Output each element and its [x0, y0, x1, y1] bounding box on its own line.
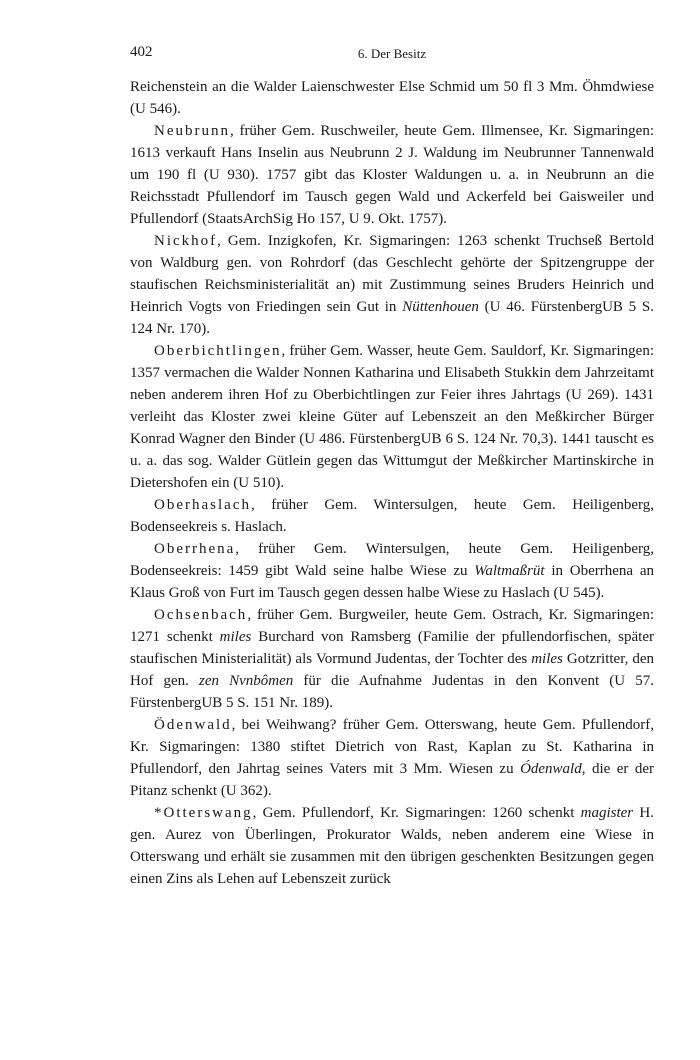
- entry-heading: Ochsenbach: [154, 607, 248, 623]
- entry-oberhaslach: Oberhaslach, früher Gem. Wintersulgen, heute Gem. Heiligenberg, Bodenseekreis s. Haslach.: [130, 497, 654, 535]
- body-text: [130, 76, 654, 890]
- paragraph-continuation: Reichenstein an die Walder Laienschwester Else Schmid um 50 fl 3 Mm. Öhmdwiese (U 546).: [130, 79, 654, 117]
- entry-oberbichtlingen: Oberbichtlingen, früher Gem. Wasser, heute Gem. Sauldorf, Kr. Sigmaringen: 1357 vermachen die Walder Nonnen Katharina und Elisabeth Stukkin dem Jahrzeitamt neben anderem ihren Hof zu Oberbichtlingen zur Feier ihres Jahrtags (U 269). 1431 verleiht das Kloster zwei kleine Güter auf Lebenszeit an den Meßkircher Bürger Konrad Wagner den Binder (U 486. FürstenbergUB 6 S. 124 Nr. 70,3). 1441 tauscht es u. a. das sog. Walder Gütlein gegen das Wittumgut der Meßkircher Martinskirche in Dietershofen ein (U 510).: [130, 343, 654, 491]
- entry-neubrunn: Neubrunn, früher Gem. Ruschweiler, heute Gem. Illmensee, Kr. Sigmaringen: 1613 verkauft Hans Inselin aus Neubrunn 2 J. Waldung im Neubrunner Tannenwald um 190 fl (U 930). 1757 gibt das Kloster Waldungen u. a. in Neubrunn an die Reichsstadt Pfullendorf im Tausch gegen Wald und Ackerfeld bei Gaisweiler und Pfullendorf (StaatsArchSig Ho 157, U 9. Okt. 1757).: [130, 123, 654, 227]
- entry-ochsenbach: Ochsenbach, früher Gem. Burgweiler, heute Gem. Ostrach, Kr. Sigmaringen: 1271 schenkt miles Burchard von Ramsberg (Familie der pfullendorfischen, später staufischen Ministerialität) als Vormund Judentas, der Tochter des miles Gotzritter, den Hof gen. zen Nvnbômen für die Aufnahme Judentas in den Konvent (U 57. FürstenbergUB 5 S. 151 Nr. 189).: [130, 607, 654, 711]
- running-head: 6. Der Besitz: [357, 46, 427, 61]
- entry-heading: *Otterswang: [154, 805, 253, 821]
- entry-oberrhena: Oberrhena, früher Gem. Wintersulgen, heute Gem. Heiligenberg, Bodenseekreis: 1459 gibt Wald seine halbe Wiese zu Waltmaßrüt in Oberrhena an Klaus Groß von Furt im Tausch gegen dessen halbe Wiese zu Haslach (U 545).: [130, 541, 654, 601]
- entry-heading: Oberhaslach: [154, 497, 251, 513]
- entry-heading: Oberbichtlingen: [154, 343, 282, 359]
- entry-oedenwald: Ödenwald, bei Weihwang? früher Gem. Otterswang, heute Gem. Pfullendorf, Kr. Sigmaringen: 1380 stiftet Dietrich von Rast, Kaplan zu St. Katharina in Pfullendorf, den Jahrtag seines Vaters mit 3 Mm. Wiesen zu Ódenwald, die er der Pitanz schenkt (U 362).: [130, 717, 654, 799]
- entry-heading: Ödenwald: [154, 717, 232, 733]
- entry-heading: Nickhof: [154, 233, 218, 249]
- page-header: [130, 44, 654, 64]
- entry-otterswang: *Otterswang, Gem. Pfullendorf, Kr. Sigmaringen: 1260 schenkt magister H. gen. Aurez von Überlingen, Prokurator Walds, neben anderem eine Wiese in Otterswang und erhält sie zusammen mit den übrigen geschenkten Besitzungen gegen einen Zins als Lehen auf Lebenszeit zurück: [130, 805, 654, 887]
- entry-nickhof: Nickhof, Gem. Inzigkofen, Kr. Sigmaringen: 1263 schenkt Truchseß Bertold von Waldburg gen. von Rohrdorf (das Geschlecht gehörte der Spitzengruppe der staufischen Reichsministerialität an) mit Zustimmung seines Bruders Heinrich und Heinrich Vogts von Friedingen sein Gut in Nüttenhouen (U 46. FürstenbergUB 5 S. 124 Nr. 170).: [130, 233, 655, 337]
- entry-heading: Oberrhena: [154, 541, 236, 557]
- entry-heading: Neubrunn: [154, 123, 230, 139]
- page-number: 402: [130, 44, 153, 60]
